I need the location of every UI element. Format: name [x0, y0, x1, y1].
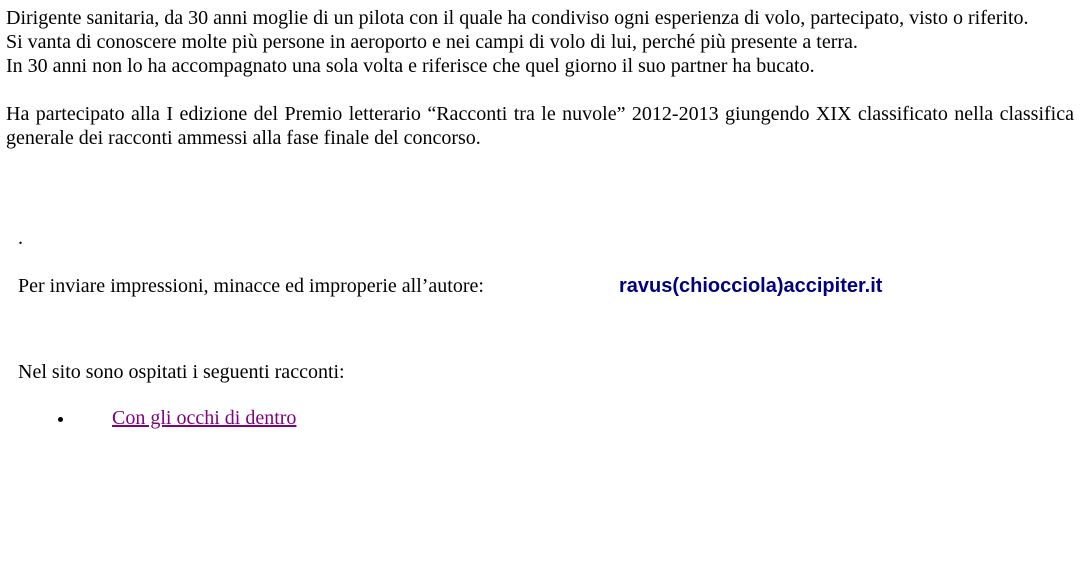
author-email: ravus(chiocciola)accipiter.it [619, 275, 883, 297]
bio-paragraph-3: In 30 anni non lo ha accompagnato una sola volta e riferisce che quel giorno il suo partner ha bucato. [6, 55, 815, 77]
bio-paragraph-2: Si vanta di conoscere molte più persone in aeroporto e nei campi di volo di lui, perché più presente a terra. [6, 31, 858, 53]
contact-label: Per inviare impressioni, minacce ed improperie all’autore: [18, 275, 484, 297]
bullet-icon [58, 417, 63, 422]
bio-paragraph-1: Dirigente sanitaria, da 30 anni moglie di un pilota con il quale ha condiviso ogni esperienza di volo, partecipato, visto o riferito. [6, 7, 1029, 29]
separator-dot: . [18, 227, 23, 249]
award-paragraph: Ha partecipato alla I edizione del Premio letterario “Racconti tra le nuvole” 2012-2013 giungendo XIX classificato nella classifica generale dei racconti ammessi alla fase finale del concorso. [6, 103, 1074, 149]
hosted-stories-label: Nel sito sono ospitati i seguenti racconti: [18, 361, 345, 383]
story-link[interactable]: Con gli occhi di dentro [112, 407, 297, 429]
paragraph-spacer [6, 78, 1074, 102]
author-bio [6, 6, 1074, 150]
